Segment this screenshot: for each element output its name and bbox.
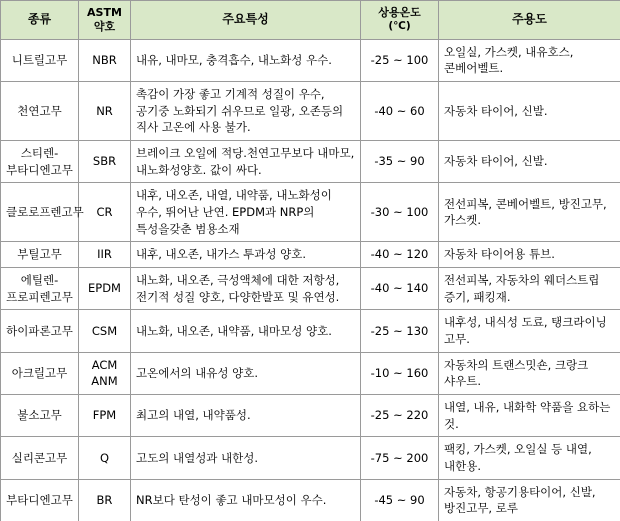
cell-temperature: -40 ~ 120 [361,242,439,268]
cell-astm: CR [79,183,131,242]
cell-features: 고도의 내열성과 내한성. [131,437,361,479]
cell-use: 팩킹, 가스켓, 오일실 등 내열, 내한용. [439,437,620,479]
cell-features: 내후, 내오존, 내열, 내약품, 내노화성이 우수, 뛰어난 난연. EPDM과 NRP의 특성을갖춘 범용소재 [131,183,361,242]
cell-kind: 실리콘고무 [1,437,79,479]
cell-temperature: -40 ~ 60 [361,81,439,140]
cell-astm: BR [79,479,131,521]
cell-use: 자동차 타이어용 튜브. [439,242,620,268]
table-header-row [1,1,620,40]
cell-features: 내노화, 내오존, 내약품, 내마모성 양호. [131,310,361,352]
cell-kind: 천연고무 [1,81,79,140]
table-row [1,394,620,436]
cell-temperature: -45 ~ 90 [361,479,439,521]
cell-features: 내노화, 내오존, 극성액체에 대한 저항성, 전기적 성질 양호, 다양한발포 및 유연성. [131,267,361,309]
cell-features: 최고의 내열, 내약품성. [131,394,361,436]
table-row [1,39,620,81]
column-header-temperature-line1: 상용온도 [378,6,421,20]
table-row [1,81,620,140]
cell-kind: 클로로프렌고무 [1,183,79,242]
cell-use: 전선피복, 콘베어벨트, 방진고무, 가스켓. [439,183,620,242]
column-header-temperature [361,1,439,40]
cell-features: 내유, 내마모, 충격흡수, 내노화성 우수. [131,39,361,81]
column-header-astm-line1: ASTM [87,6,122,19]
cell-temperature: -25 ~ 130 [361,310,439,352]
cell-temperature: -75 ~ 200 [361,437,439,479]
cell-kind: 부틸고무 [1,242,79,268]
table-row [1,352,620,394]
cell-use: 내열, 내유, 내화학 약품을 요하는 것. [439,394,620,436]
cell-use: 내후성, 내식성 도료, 탱크라이닝 고무. [439,310,620,352]
column-header-use: 주용도 [439,1,620,40]
cell-temperature: -40 ~ 140 [361,267,439,309]
column-header-astm-line2: 약호 [93,19,116,33]
cell-astm: Q [79,437,131,479]
cell-astm: NBR [79,39,131,81]
cell-features: NR보다 탄성이 좋고 내마모성이 우수. [131,479,361,521]
column-header-kind: 종류 [1,1,79,40]
cell-astm: FPM [79,394,131,436]
cell-astm [79,352,131,394]
cell-kind: 에틸렌-프로피렌고무 [1,267,79,309]
table-body [1,39,620,521]
cell-use: 자동차의 트랜스밋숀, 크랑크 샤우트. [439,352,620,394]
cell-features: 내후, 내오존, 내가스 투과성 양호. [131,242,361,268]
cell-kind: 니트릴고무 [1,39,79,81]
cell-astm: IIR [79,242,131,268]
cell-use: 전선피복, 자동차의 웨더스트립 증기, 패킹재. [439,267,620,309]
cell-use: 오일실, 가스켓, 내유호스, 콘베어벨트. [439,39,620,81]
cell-temperature: -30 ~ 100 [361,183,439,242]
table-row [1,310,620,352]
cell-astm: SBR [79,140,131,182]
cell-kind: 불소고무 [1,394,79,436]
table-row [1,267,620,309]
cell-kind: 부타디엔고무 [1,479,79,521]
cell-astm: CSM [79,310,131,352]
cell-astm-line1: ACM [91,357,118,372]
cell-kind: 하이파론고무 [1,310,79,352]
cell-use: 자동차, 항공기용타이어, 신발, 방진고무, 로루 [439,479,620,521]
cell-astm: EPDM [79,267,131,309]
cell-kind: 아크릴고무 [1,352,79,394]
table-row [1,479,620,521]
table-header [1,1,620,40]
column-header-astm [79,1,131,40]
table-row [1,140,620,182]
cell-features: 촉감이 가장 좋고 기계적 성질이 우수, 공기중 노화되기 쉬우므로 일광, 오존등의 직사 고온에 사용 불가. [131,81,361,140]
cell-features: 브레이크 오일에 적당.천연고무보다 내마모, 내노화성양호. 값이 싸다. [131,140,361,182]
column-header-temperature-unit: (℃) [388,20,411,33]
cell-temperature: -10 ~ 160 [361,352,439,394]
cell-features: 고온에서의 내유성 양호. [131,352,361,394]
cell-use: 자동차 타이어, 신발. [439,140,620,182]
cell-use: 자동차 타이어, 신발. [439,81,620,140]
cell-astm-line2: ANM [91,374,118,389]
column-header-features: 주요특성 [131,1,361,40]
cell-astm: NR [79,81,131,140]
cell-kind: 스티렌-부타디엔고무 [1,140,79,182]
cell-temperature: -25 ~ 220 [361,394,439,436]
table-row [1,183,620,242]
cell-temperature: -25 ~ 100 [361,39,439,81]
table-row [1,437,620,479]
cell-temperature: -35 ~ 90 [361,140,439,182]
table-row [1,242,620,268]
